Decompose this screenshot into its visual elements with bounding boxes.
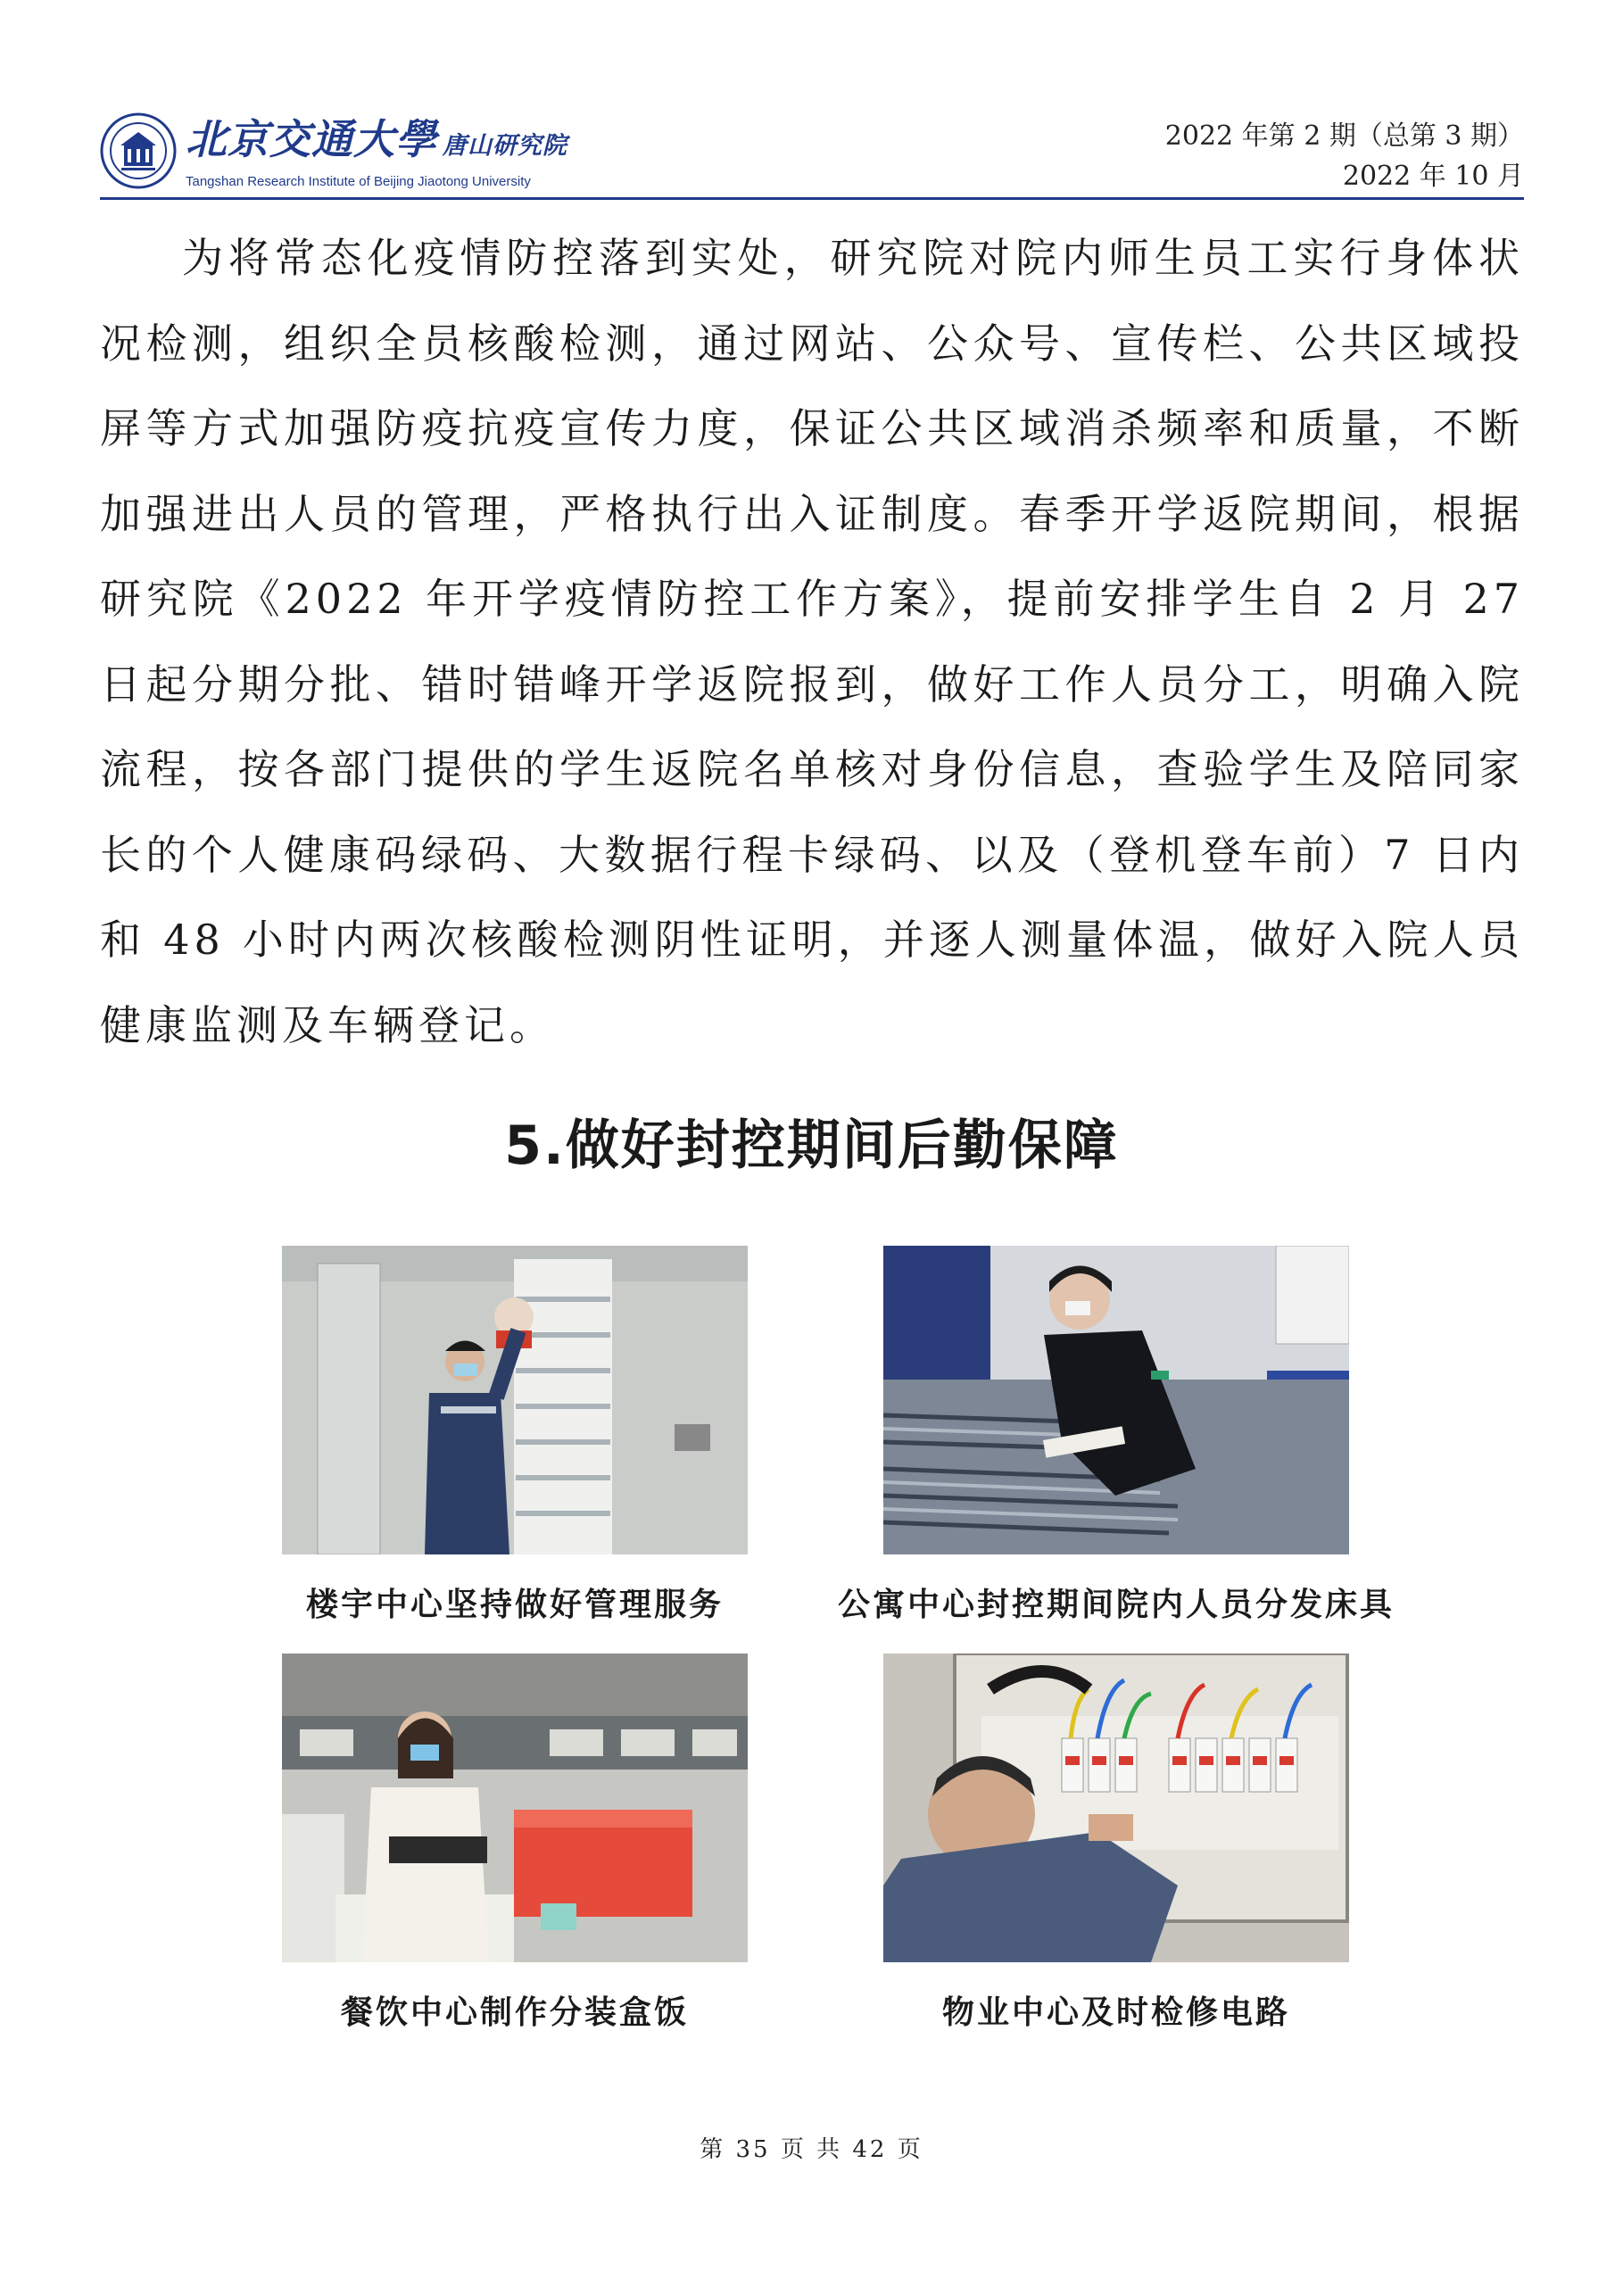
page-header (100, 105, 1524, 202)
body-paragraph: 为将常态化疫情防控落到实处，研究院对院内师生员工实行身体状况检测，组织全员核酸检测，通过网站、公众号、宣传栏、公共区域投屏等方式加强防疫抗疫宣传力度，保证公共区域消杀频率和质量，不断加强进出人员的管理，严格执行出入证制度。春季开学返院期间，根据研究院《2022 年开学疫情防控工作方案》，提前安排学生自 2 月 27 日起分期分批、错时错峰开学返院报到，做好工作人员分工，明确入院流程，按各部门提供的学生返院名单核对身份信息，查验学生及陪同家长的个人健康码绿码、大数据行程卡绿码、以及（登机登车前）7 日内和 48 小时内两次核酸检测阴性证明，并逐人测量体温，做好入院人员健康监测及车辆登记。 (100, 234, 1524, 1049)
institute-name: 唐山研究院 (443, 132, 567, 160)
institute-english-name: Tangshan Research Institute of Beijing Jiaotong University (186, 174, 531, 189)
university-name: 北京交通大學 (186, 115, 437, 163)
photo-catering-center (282, 1654, 748, 1962)
page-number: 第 35 页 共 42 页 (700, 2136, 923, 2163)
photo-property-center (883, 1654, 1349, 1962)
issue-number: 2022 年第 2 期（总第 3 期） (1164, 120, 1524, 152)
header-divider (100, 197, 1524, 200)
university-seal-icon (100, 112, 177, 189)
photo-caption: 餐饮中心制作分装盒饭 (340, 1993, 689, 2031)
institute-logo (186, 112, 567, 191)
photo-caption: 物业中心及时检修电路 (941, 1993, 1290, 2031)
photo-apartment-center (883, 1246, 1349, 1554)
logo-wordmark (186, 112, 567, 173)
photo-caption: 楼宇中心坚持做好管理服务 (305, 1586, 724, 1623)
issue-date: 2022 年 10 月 (1342, 161, 1524, 192)
photo-caption: 公寓中心封控期间院内人员分发床具 (837, 1586, 1395, 1623)
section-heading: 5.做好封控期间后勤保障 (504, 1115, 1119, 1177)
photo-building-center (282, 1246, 748, 1554)
issue-info (1165, 116, 1524, 196)
